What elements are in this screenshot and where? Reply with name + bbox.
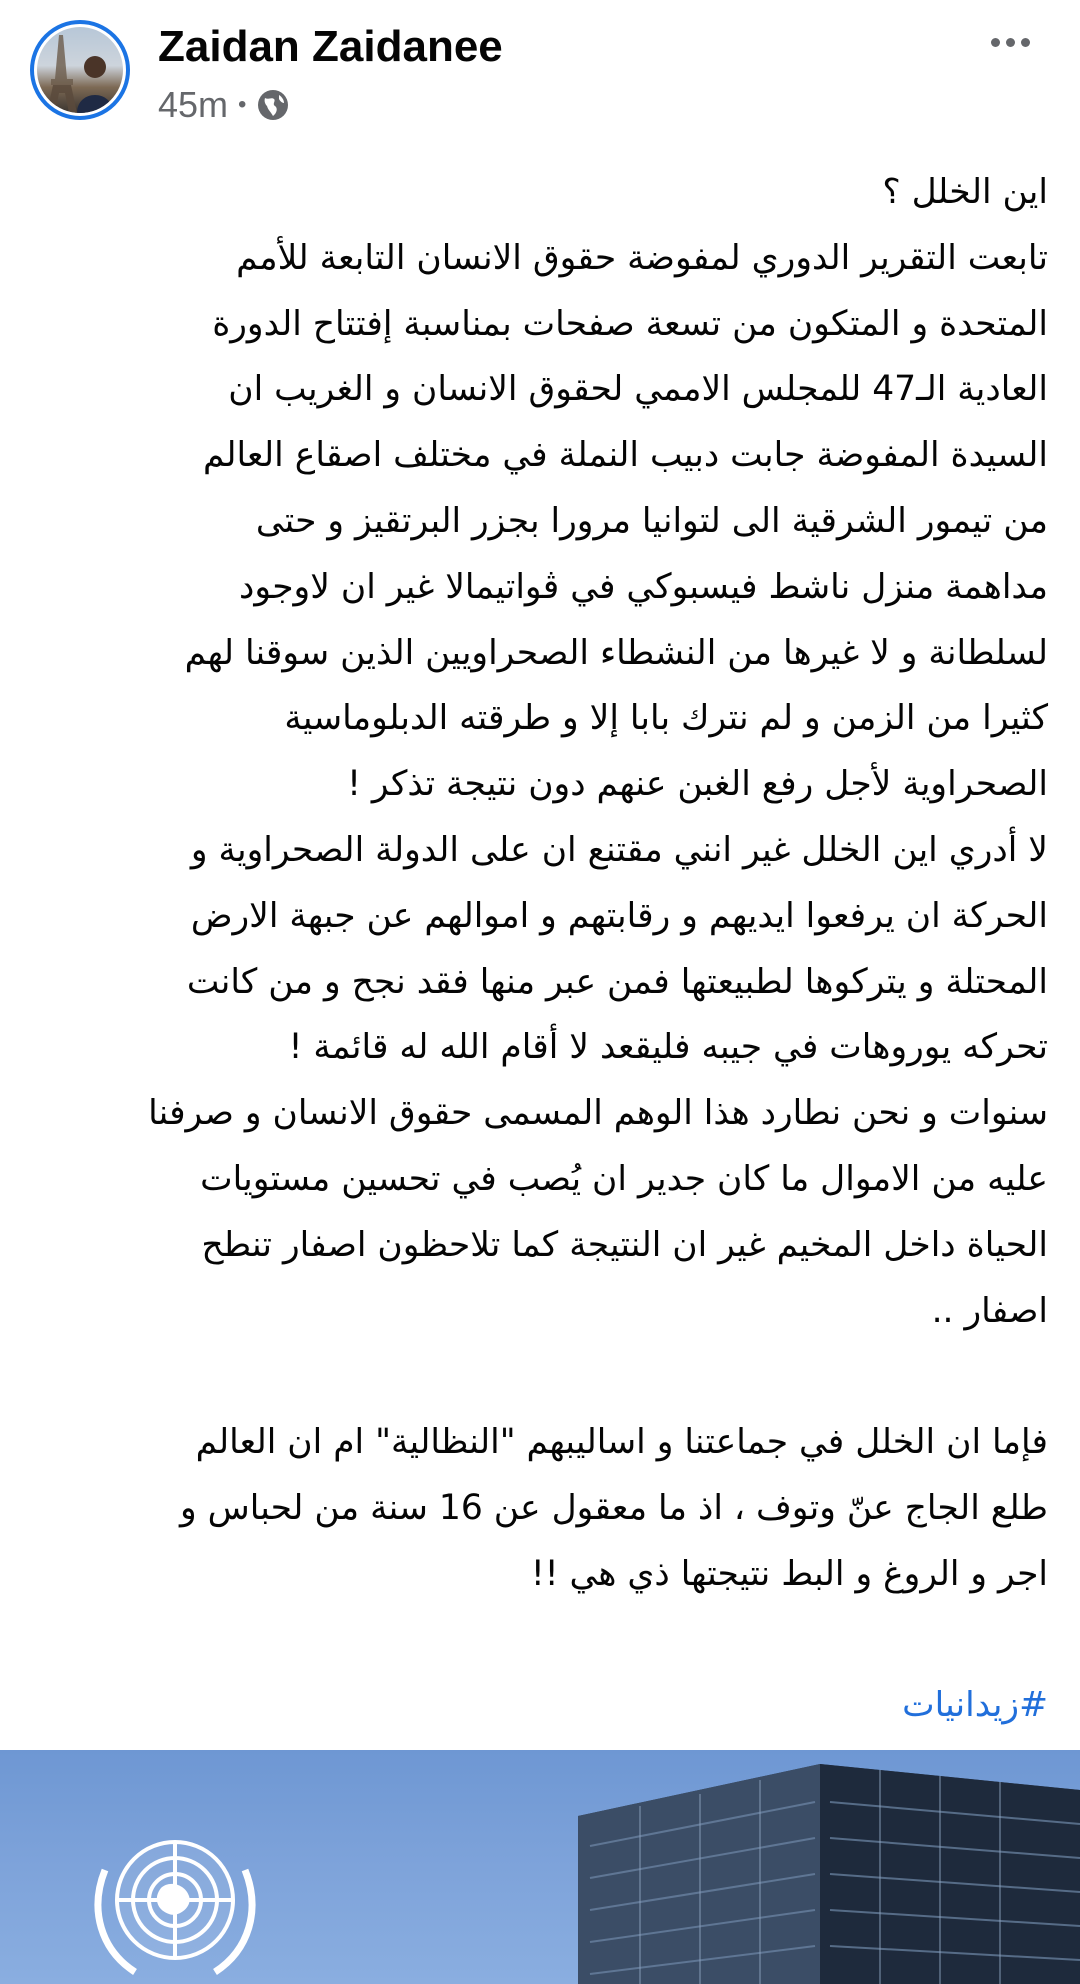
post-line: مداهمة منزل ناشط فيسبوكي في ڨواتيمالا غير ان لاوجود — [239, 566, 1048, 607]
post-line: تابعت التقرير الدوري لمفوضة حقوق الانسان التابعة للأمم — [236, 237, 1048, 278]
un-photo — [0, 1750, 1080, 1984]
un-emblem-icon — [98, 1842, 252, 1972]
post-line: اجر و الروغ و البط نتيجتها ذي هي !! — [530, 1553, 1048, 1594]
meta-separator: • — [238, 91, 247, 118]
post-line: من تيمور الشرقية الى لتوانيا مرورا بجزر البرتقيز و حتى — [255, 500, 1048, 541]
post-line: كثيرا من الزمن و لم نترك بابا إلا و طرقته الدبلوماسية — [284, 698, 1048, 739]
post-time[interactable]: 45m — [158, 84, 229, 125]
hashtag-link[interactable]: #زيدانيات — [902, 1685, 1048, 1726]
paragraph-gap — [36, 1608, 1048, 1674]
author-name[interactable]: Zaidan Zaidanee — [158, 22, 503, 71]
post-line: السيدة المفوضة جابت دبيب النملة في مختلف اصقاع العالم — [203, 435, 1048, 476]
post-line: فإما ان الخلل في جماعتنا و اساليبهم "النظالية" ام ان العالم — [195, 1422, 1048, 1463]
un-building — [578, 1764, 1080, 1984]
more-options-icon[interactable] — [982, 22, 1038, 62]
post-line: الحركة ان يرفعوا ايديهم و رقابتهم و اموالهم عن جبهة الارض — [190, 895, 1048, 936]
post-line: الحياة داخل المخيم غير ان النتيجة كما تلاحظون اصفار تنطح — [201, 1224, 1048, 1265]
post-line: سنوات و نحن نطارد هذا الوهم المسمى حقوق الانسان و صرفنا — [148, 1093, 1048, 1134]
post-line: العادية الـ47 للمجلس الاممي لحقوق الانسان و الغريب ان — [228, 369, 1048, 410]
profile-photo — [37, 27, 123, 113]
post-line: لا أدري اين الخلل غير انني مقتنع ان على الدولة الصحراوية و — [190, 829, 1048, 870]
post-line: اصفار .. — [931, 1290, 1048, 1331]
paragraph-gap — [36, 1344, 1048, 1410]
globe-icon[interactable] — [256, 88, 290, 122]
post-header — [0, 0, 1080, 150]
post-text — [36, 160, 1048, 1739]
post-line: اين الخلل ؟ — [882, 172, 1048, 212]
post-line: المتحدة و المتكون من تسعة صفحات بمناسبة إفتتاح الدورة — [212, 303, 1048, 344]
post-line: المحتلة و يتركوها لطبيعتها فمن عبر منها فقد نجح و من كانت — [186, 961, 1048, 1002]
post-line: عليه من الاموال ما كان جدير ان يُصب في تحسين مستويات — [200, 1158, 1048, 1199]
post-line: لسلطانة و لا غيرها من النشطاء الصحراويين الذين سوقنا لهم — [184, 632, 1048, 673]
post-meta — [158, 84, 290, 126]
profile-avatar[interactable] — [30, 20, 130, 120]
post-line: الصحراوية لأجل رفع الغبن عنهم دون نتيجة تذكر ! — [347, 764, 1048, 805]
post-image[interactable] — [0, 1750, 1080, 1984]
post-line: طلع الجاج عنّ وتوف ، اذ ما معقول عن 16 سنة من لحباس و — [180, 1487, 1048, 1528]
post-line: تحركه يوروهات في جيبه فليقعد لا أقام الله له قائمة ! — [288, 1027, 1048, 1068]
